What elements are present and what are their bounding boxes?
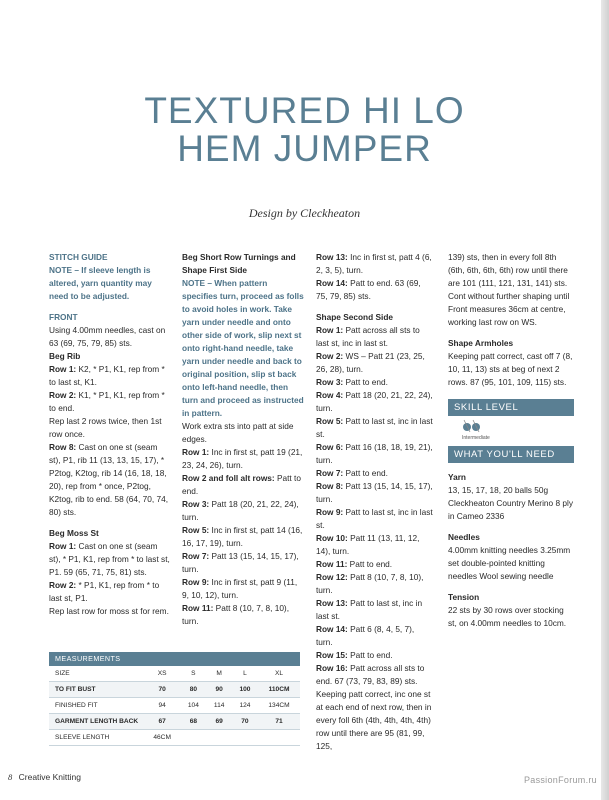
ss-row-11: Row 11: Patt to end. bbox=[316, 559, 393, 569]
table-row: SLEEVE LENGTH 46CM bbox=[49, 730, 300, 746]
byline: Design by Cleckheaton bbox=[248, 206, 361, 220]
ss-row-14: Row 14: Patt 6 (8, 4, 5, 7), turn. bbox=[316, 624, 415, 647]
moss-row-2: Row 2: * P1, K1, rep from * to last st, P1. bbox=[49, 580, 160, 603]
ss-row-5: Row 5: Patt to last st, inc in last st. bbox=[316, 416, 433, 439]
skill-level-heading: SKILL LEVEL bbox=[448, 399, 574, 416]
table-row: FINISHED FIT 94 104 114 124 134CM bbox=[49, 698, 300, 714]
column-2 bbox=[182, 251, 305, 628]
measurements-heading: MEASUREMENTS bbox=[49, 652, 300, 666]
ss-row-7: Row 7: Patt to end. bbox=[316, 468, 388, 478]
beg-rib-heading: Beg Rib bbox=[49, 351, 81, 361]
yarn-heading: Yarn bbox=[448, 472, 466, 482]
ss-row-16: Row 16: Patt across all sts to end. 67 (73, 79, 83, 89) sts. bbox=[316, 663, 425, 686]
ss-row-2: Row 2: WS – Patt 21 (23, 25, 26, 28), turn. bbox=[316, 351, 425, 374]
sr-row-1: Row 1: Inc in first st, patt 19 (21, 23, 24, 26), turn. bbox=[182, 447, 303, 470]
measurements-table bbox=[49, 652, 300, 746]
ss-row-12: Row 12: Patt 8 (10, 7, 8, 10), turn. bbox=[316, 572, 424, 595]
sleeve-note: NOTE – If sleeve length is altered, yarn quantity may need to be adjusted. bbox=[49, 265, 152, 301]
continue-1: 139) sts, then in every foll 8th (6th, 6th, 6th, 6th) row until there are 101 (111, 121, 131, 141) sts. bbox=[448, 252, 568, 288]
ss-row-10: Row 10: Patt 11 (13, 11, 12, 14), turn. bbox=[316, 533, 420, 556]
continue-2: Cont without further shaping until Front measures 36cm at centre, working last row on WS. bbox=[448, 291, 570, 327]
armholes-text: Keeping patt correct, cast off 7 (8, 10, 11, 13) sts at beg of next 2 rows. 87 (95, 101, 109, 115) sts. bbox=[448, 351, 573, 387]
rib-row-1: Row 1: K2, * P1, K1, rep from * to last st, K1. bbox=[49, 364, 165, 387]
yarn-text: 13, 15, 17, 18, 20 balls 50g Cleckheaton Country Merino 8 ply in Cameo 2336 bbox=[448, 485, 573, 521]
watermark: PassionForum.ru bbox=[523, 775, 597, 785]
rib-repeat: Rep last 2 rows twice, then 1st row once. bbox=[49, 416, 162, 439]
table-row: SIZE XS S M L XL bbox=[49, 666, 300, 682]
skill-level-graphic bbox=[448, 416, 574, 446]
tension-text: 22 sts by 30 rows over stocking st, on 4.00mm needles to 10cm. bbox=[448, 605, 567, 628]
skill-label: Intermediate bbox=[462, 435, 490, 441]
ss-row-8: Row 8: Patt 13 (15, 14, 15, 17), turn. bbox=[316, 481, 433, 504]
second-side-heading: Shape Second Side bbox=[316, 312, 393, 322]
sr-row-14: Row 14: Patt to end. 63 (69, 75, 79, 85) sts. bbox=[316, 278, 421, 301]
magazine-name: Creative Knitting bbox=[18, 772, 81, 782]
moss-repeat: Rep last row for moss st for rem. bbox=[49, 606, 169, 616]
work-extra: Work extra sts into patt at side edges. bbox=[182, 421, 294, 444]
what-you-need-heading: WHAT YOU'LL NEED bbox=[448, 446, 574, 463]
skill-level-box bbox=[448, 399, 574, 463]
stitch-guide-heading: STITCH GUIDE bbox=[49, 252, 108, 262]
page-footer bbox=[8, 772, 81, 782]
ss-row-3: Row 3: Patt to end. bbox=[316, 377, 388, 387]
table-row: GARMENT LENGTH BACK 67 68 69 70 71 bbox=[49, 714, 300, 730]
rib-row-8: Row 8: Cast on one st (seam st), P1, rib 11 (13, 13, 15, 17), * P2tog, K2tog, rib 14 (16, 18, 18, 20), rep from * once, P2tog, K2tog, rib to end. 58 (64, 70, 74, 80) sts. bbox=[49, 442, 169, 517]
ss-row-9: Row 9: Patt to last st, inc in last st. bbox=[316, 507, 433, 530]
needles-text: 4.00mm knitting needles 3.25mm set double-pointed knitting needles Wool sewing needle bbox=[448, 545, 571, 581]
keeping-patt: Keeping patt correct, inc one st at each end of next row, then in every foll 6th (4th, 4th, 4th, 4th) row until there are 95 (81, 99, 125, bbox=[316, 689, 432, 751]
yarn-ball-icon bbox=[462, 419, 484, 433]
sr-row-9: Row 9: Inc in first st, patt 9 (11, 9, 10, 12), turn. bbox=[182, 577, 298, 600]
tension-heading: Tension bbox=[448, 592, 480, 602]
table-row: TO FIT BUST 70 80 90 100 110CM bbox=[49, 682, 300, 698]
rib-row-2: Row 2: K1, * P1, K1, rep from * to end. bbox=[49, 390, 165, 413]
page-number: 8 bbox=[8, 772, 13, 782]
column-1 bbox=[49, 251, 171, 618]
needles-heading: Needles bbox=[448, 532, 480, 542]
sr-row-13: Row 13: Inc in first st, patt 4 (6, 2, 3, 5), turn. bbox=[316, 252, 432, 275]
ss-row-6: Row 6: Patt 16 (18, 18, 19, 21), turn. bbox=[316, 442, 433, 465]
sr-row-7: Row 7: Patt 13 (15, 14, 15, 17), turn. bbox=[182, 551, 299, 574]
moss-row-1: Row 1: Cast on one st (seam st), * P1, K1, rep from * to last st, P1. 59 (65, 71, 75, 81) sts. bbox=[49, 541, 170, 577]
sr-row-5: Row 5: Inc in first st, patt 14 (16, 16, 17, 19), turn. bbox=[182, 525, 303, 548]
ss-row-13: Row 13: Patt to last st, inc in last st. bbox=[316, 598, 423, 621]
sr-row-3: Row 3: Patt 18 (20, 21, 22, 24), turn. bbox=[182, 499, 299, 522]
title-line-2: HEM JUMPER bbox=[177, 128, 432, 169]
sr-row-2: Row 2 and foll alt rows: Patt to end. bbox=[182, 473, 301, 496]
title-line-1: TEXTURED HI LO bbox=[144, 90, 465, 131]
armholes-heading: Shape Armholes bbox=[448, 338, 514, 348]
front-heading: FRONT bbox=[49, 312, 78, 322]
ss-row-1: Row 1: Patt across all sts to last st, inc in last st. bbox=[316, 325, 420, 348]
page-title bbox=[0, 92, 609, 168]
column-4 bbox=[448, 251, 574, 630]
sr-row-11: Row 11: Patt 8 (10, 7, 8, 10), turn. bbox=[182, 603, 289, 626]
ss-row-15: Row 15: Patt to end. bbox=[316, 650, 393, 660]
short-row-heading: Beg Short Row Turnings and Shape First Side bbox=[182, 252, 296, 275]
front-text: Using 4.00mm needles, cast on 63 (69, 75, 79, 85) sts. bbox=[49, 325, 166, 348]
short-row-note: NOTE – When pattern specifies turn, proceed as folls to avoid holes in work. Take yarn under needle and onto other side of work, slip next st onto right-hand needle, take yarn under needle and back to original position, slip st back onto left-hand needle, then turn and proceed as instructed in pattern. bbox=[182, 278, 304, 418]
beg-moss-heading: Beg Moss St bbox=[49, 528, 99, 538]
ss-row-4: Row 4: Patt 18 (20, 21, 22, 24), turn. bbox=[316, 390, 433, 413]
column-3 bbox=[316, 251, 433, 753]
